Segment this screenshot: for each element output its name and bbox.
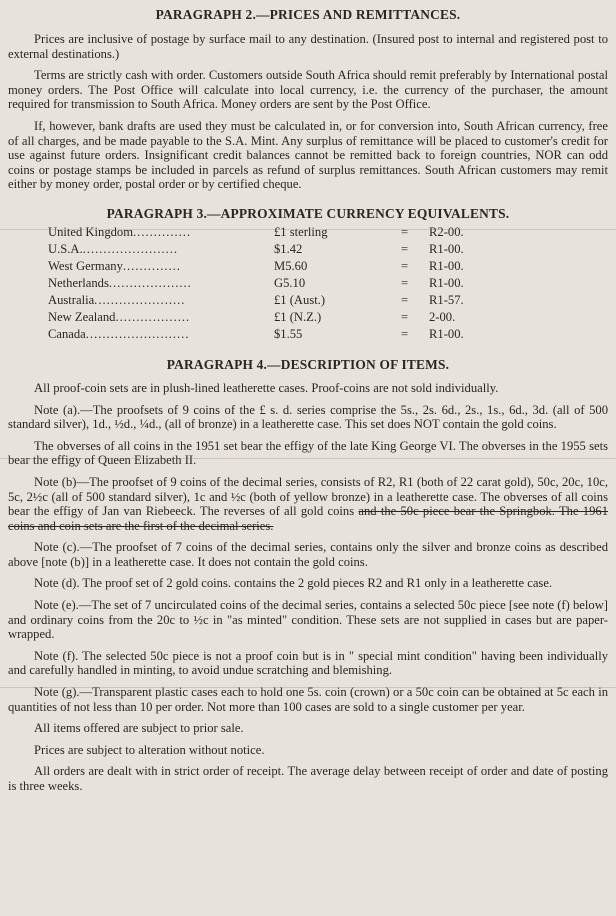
country-cell [48,275,274,292]
amount-cell: $1.55 [274,326,303,341]
country-name: New Zealand [48,309,116,324]
fold-crease [0,458,616,459]
note-b-main: Note (b)—The proofset of 9 coins of the decimal series, consists of R2, R1 (both of 22 carat gold), 50c, 20c, 10c, 5c, 2½c (all of 500 standard silver), 1c and ½c (both of yellow bronze) in a leatherette case. The obverses of all coins bear the effigy of Jan van Riebeeck. The reverses of all gold coins [8,474,608,519]
country-cell [48,309,274,326]
leader-dots: .............. [122,258,181,273]
note-b-text [8,475,608,533]
currency-table [48,224,509,343]
paragraph-2-heading: PARAGRAPH 2.—PRICES AND REMITTANCES. [155,7,461,22]
country-name: United Kingdom [48,224,134,239]
amount-cell: £1 (N.Z.) [274,309,322,324]
rand-value-cell: 2-00. [429,309,456,324]
currency-row [48,258,509,275]
equals-cell: = [401,224,409,239]
fold-crease [0,229,616,230]
country-cell [48,241,274,258]
currency-row [48,309,509,326]
rand-value-cell: R2-00. [429,224,464,239]
country-name: West Germany [48,258,123,273]
rand-value-cell: R1-00. [429,275,464,290]
currency-row [48,241,509,258]
country-cell [48,292,274,309]
note-f-text: Note (f). The selected 50c piece is not a proof coin but is in " special mint condition" having been individually and carefully handled in minting, to avoid undue scratching and blemishing. [8,648,608,678]
prior-sale-text: All items offered are subject to prior sale. [34,721,244,736]
country-cell [48,258,274,275]
alteration-text: Prices are subject to alteration without notice. [34,742,265,757]
rand-value-cell: R1-00. [429,258,464,273]
note-b-struck-text: and the 50c piece bear the Springbok. The 1961 coins and coin sets are the first of the decimal series. [8,504,608,533]
paragraph-3-heading: PARAGRAPH 3.—APPROXIMATE CURRENCY EQUIVALENTS. [106,205,510,221]
amount-cell: £1 sterling [274,224,328,239]
note-c-text: Note (c).—The proofset of 7 coins of the decimal series, contains only the silver and bronze coins as described above [note (b)] in a leatherette case. It does not contain the gold coins. [8,540,608,569]
country-name: U.S.A. [48,241,83,256]
leader-dots: .................... [108,275,192,290]
amount-cell: $1.42 [274,241,303,256]
note-d-text: Note (d). The proof set of 2 gold coins. contains the 2 gold pieces R2 and R1 only in a leatherette case. [34,576,553,591]
currency-row [48,224,509,241]
country-name: Canada [48,326,86,341]
note-a-text: Note (a).—The proofsets of 9 coins of the £ s. d. series comprise the 5s., 2s. 6d., 2s., 1s., 6d., 3d. (all of 500 standard silver), 1d., ½d., ¼d., (all of bronze) in a leatherette case. This set does NOT contain the gold coins. [8,402,608,432]
country-name: Australia [48,292,95,307]
equals-cell: = [401,309,409,324]
leader-dots: ....................... [82,241,179,256]
amount-cell: G5.10 [274,275,306,290]
note-e-text: Note (e).—The set of 7 uncirculated coins of the decimal series, contains a selected 50c piece [see note (f) below] and ordinary coins from the 20c to ½c in "as minted" condition. These sets are not supplied in cases but are paper-wrapped. [8,598,608,642]
equals-cell: = [401,326,409,341]
orders-text: All orders are dealt with in strict order of receipt. The average delay between receipt of order and date of posting is three weeks. [8,764,608,793]
bank-drafts-text: If, however, bank drafts are used they must be calculated in, or for conversion into, South African currency, free of all charges, and be made payable to the S.A. Mint. Any surplus of remittance will be placed to customer's credit for use against future orders. Insignificant credit balances cannot be remitted back to foreign countries, NOR can odd coins or postage stamps be included in parcels as refund of surplus remittances. South African customers may remit either by money order, postal order or by certified cheque. [8,118,608,192]
equals-cell: = [401,292,409,307]
currency-row [48,275,509,292]
note-g-text: Note (g).—Transparent plastic cases each to hold one 5s. coin (crown) or a 50c coin can be obtained at 5c each in quantities of not less than 10 per order. Not more than 100 cases are sold to a single customer per year. [8,685,608,714]
currency-row [48,292,509,309]
country-cell [48,224,274,241]
amount-cell: £1 (Aust.) [274,292,326,307]
leader-dots: ......................... [85,326,190,341]
country-name: Netherlands [48,275,109,290]
rand-value-cell: R1-00. [429,326,464,341]
fold-crease [0,687,616,688]
terms-cash-text: Terms are strictly cash with order. Customers outside South Africa should remit preferably by International postal money orders. The Post Office will calculate into local currency, i.e. the currency of the purchaser, the amount required for transmission to South Africa. Money orders are sent by the Post Office. [8,68,608,112]
equals-cell: = [401,258,409,273]
proof-sets-text: All proof-coin sets are in plush-lined leatherette cases. Proof-coins are not sold individually. [34,380,499,395]
equals-cell: = [401,275,409,290]
rand-value-cell: R1-00. [429,241,464,256]
obverses-text: The obverses of all coins in the 1951 set bear the effigy of the late King George VI. The obverses in the 1955 sets bear the effigy of Queen Elizabeth II. [8,438,608,468]
currency-row [48,326,509,343]
leader-dots: .............. [133,224,192,239]
rand-value-cell: R1-57. [429,292,464,307]
leader-dots: .................. [115,309,191,324]
equals-cell: = [401,241,409,256]
leader-dots: ...................... [94,292,186,307]
country-cell [48,326,274,343]
amount-cell: M5.60 [274,258,308,273]
paragraph-4-heading: PARAGRAPH 4.—DESCRIPTION OF ITEMS. [166,356,450,372]
prices-postage-text: Prices are inclusive of postage by surface mail to any destination. (Insured post to internal and registered post to external destinations.) [8,32,608,61]
